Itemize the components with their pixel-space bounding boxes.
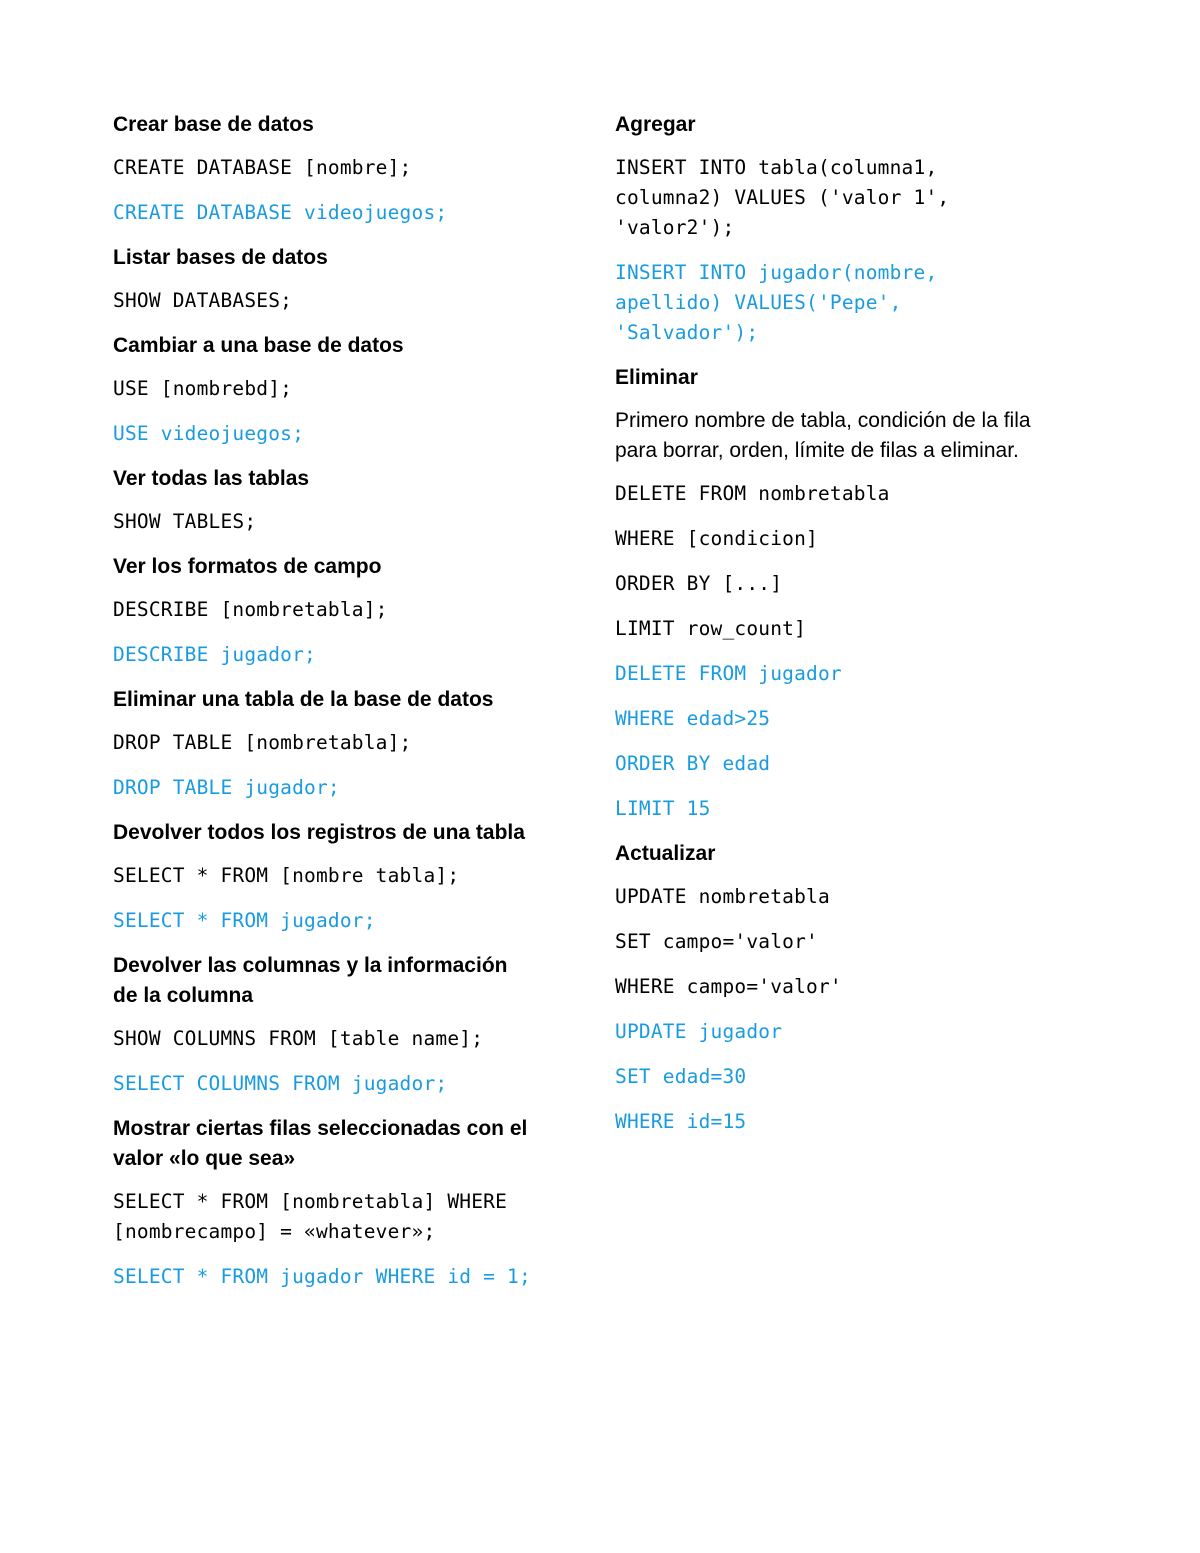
example-line: WHERE id=15 [615,1110,747,1133]
left-column [113,110,593,1307]
syntax-line: SHOW TABLES; [113,510,257,533]
right-column [615,110,1095,1152]
syntax-line: WHERE campo='valor' [615,975,842,998]
syntax-line: DELETE FROM nombretabla [615,482,890,505]
section-heading: Mostrar ciertas filas seleccionadas con el valor «lo que sea» [113,1117,528,1170]
section-heading: Cambiar a una base de datos [113,334,404,357]
syntax-line: USE [nombrebd]; [113,377,293,400]
section-heading: Eliminar [615,366,698,389]
example-line: WHERE edad>25 [615,707,771,730]
section-heading: Crear base de datos [113,113,314,136]
syntax-line: DROP TABLE [nombretabla]; [113,731,412,754]
example-line: DELETE FROM jugador [615,662,842,685]
syntax-line: SELECT * FROM [nombretabla] WHERE [nombrecampo] = «whatever»; [113,1190,508,1243]
syntax-line: CREATE DATABASE [nombre]; [113,156,412,179]
syntax-line: SHOW COLUMNS FROM [table name]; [113,1027,484,1050]
description-text: Primero nombre de tabla, condición de la fila para borrar, orden, límite de filas a eliminar. [615,409,1031,462]
section-heading: Eliminar una tabla de la base de datos [113,688,494,711]
section-heading: Devolver las columnas y la información de la columna [113,954,508,1007]
example-line: ORDER BY edad [615,752,771,775]
syntax-line: ORDER BY [...] [615,572,783,595]
example-line: CREATE DATABASE videojuegos; [113,201,448,224]
example-line: SELECT * FROM jugador WHERE id = 1; [113,1265,531,1288]
example-line: UPDATE jugador [615,1020,783,1043]
section-heading: Ver todas las tablas [113,467,310,490]
section-heading: Listar bases de datos [113,246,328,269]
example-line: INSERT INTO jugador(nombre, apellido) VALUES('Pepe', 'Salvador'); [615,261,938,344]
example-line: SELECT COLUMNS FROM jugador; [113,1072,448,1095]
syntax-line: DESCRIBE [nombretabla]; [113,598,388,621]
example-line: DROP TABLE jugador; [113,776,340,799]
example-line: SELECT * FROM jugador; [113,909,376,932]
example-line: USE videojuegos; [113,422,305,445]
example-line: LIMIT 15 [615,797,711,820]
syntax-line: LIMIT row_count] [615,617,807,640]
syntax-line: SELECT * FROM [nombre tabla]; [113,864,460,887]
section-heading: Devolver todos los registros de una tabla [113,821,525,844]
syntax-line: UPDATE nombretabla [615,885,830,908]
section-heading: Agregar [615,113,696,136]
example-line: DESCRIBE jugador; [113,643,316,666]
section-heading: Actualizar [615,842,716,865]
syntax-line: INSERT INTO tabla(columna1, columna2) VALUES ('valor 1', 'valor2'); [615,156,950,239]
syntax-line: SET campo='valor' [615,930,818,953]
syntax-line: SHOW DATABASES; [113,289,293,312]
example-line: SET edad=30 [615,1065,747,1088]
syntax-line: WHERE [condicion] [615,527,818,550]
section-heading: Ver los formatos de campo [113,555,382,578]
